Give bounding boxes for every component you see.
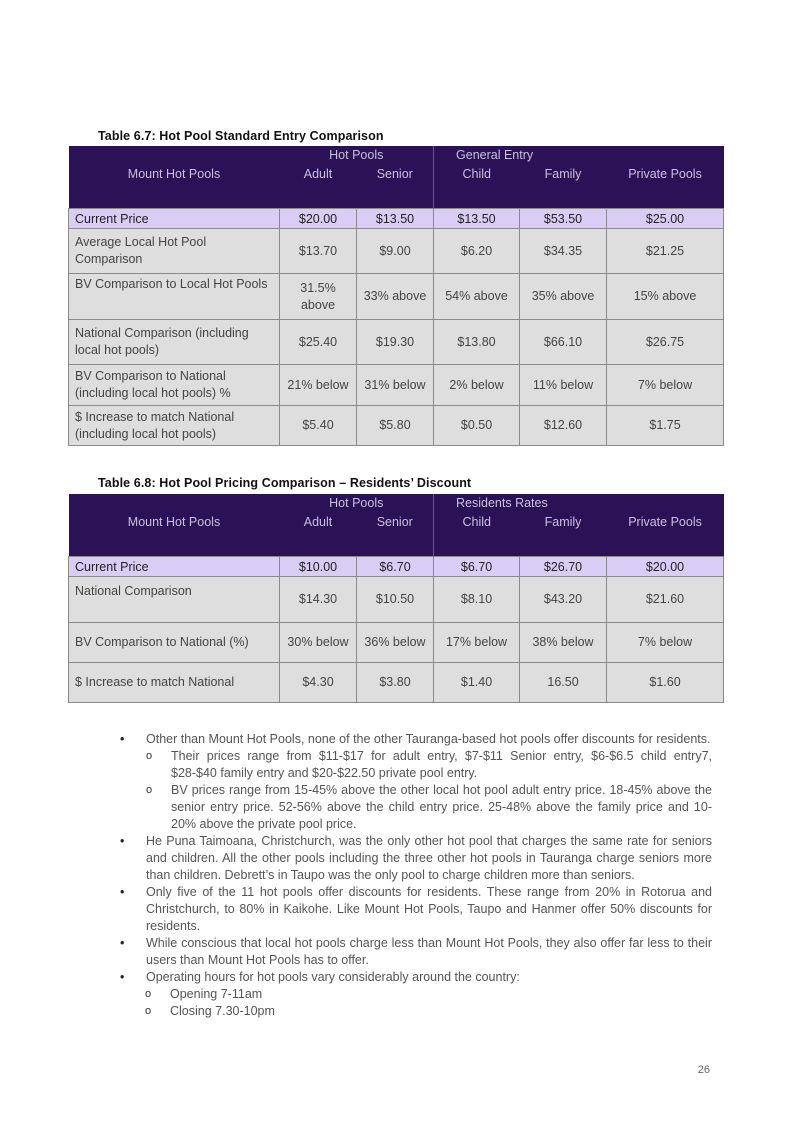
row-label: $ Increase to match National [69,663,280,703]
table-cell: $34.35 [520,229,607,274]
row-label: $ Increase to match National (including local hot pools) [69,406,280,446]
group-header-hot-pools: Hot Pools [280,146,434,164]
table-cell: $21.60 [607,577,724,623]
table-cell: $13.50 [357,209,434,229]
bullet-item: • While conscious that local hot pools charge less than Mount Hot Pools, they also offer far less to their users than Mount Hot Pools has to offer. [120,935,712,969]
column-header: Senior [357,164,434,209]
table-cell: $5.80 [357,406,434,446]
table-cell: 38% below [520,623,607,663]
table-cell: 17% below [434,623,520,663]
column-header: Family [520,512,607,557]
table-cell: $53.50 [520,209,607,229]
table-row [69,663,724,703]
table-cell: $9.00 [357,229,434,274]
table-cell: 31.5% above [280,274,357,320]
table-cell: $1.60 [607,663,724,703]
group-header-general-entry: General Entry [434,146,724,164]
table-cell: $26.70 [520,557,607,577]
table-row [69,209,724,229]
table-row [69,274,724,320]
table-cell: $0.50 [434,406,520,446]
row-label: BV Comparison to National (including local hot pools) % [69,365,280,406]
table-cell: $13.70 [280,229,357,274]
findings-list [120,731,712,1020]
table-cell: $6.70 [357,557,434,577]
table-cell: $1.40 [434,663,520,703]
page-number: 26 [697,1064,710,1076]
table-row [69,365,724,406]
bullet-text: Operating hours for hot pools vary considerably around the country: [146,970,520,984]
table-row [69,320,724,365]
table-cell: 15% above [607,274,724,320]
column-header: Child [434,512,520,557]
table-row [69,623,724,663]
table-cell: $4.30 [280,663,357,703]
bullet-item [120,731,712,833]
group-header-hot-pools: Hot Pools [280,494,434,512]
table-cell: $10.50 [357,577,434,623]
column-header: Family [520,164,607,209]
row-label: National Comparison [69,577,280,623]
table-cell: 16.50 [520,663,607,703]
bullet-item [120,969,712,986]
table-cell: $5.40 [280,406,357,446]
table-cell: $3.80 [357,663,434,703]
row-label: Average Local Hot Pool Comparison [69,229,280,274]
table-caption: Table 6.7: Hot Pool Standard Entry Comparison [98,129,384,143]
group-header-residents-rates: Residents Rates [434,494,724,512]
table-cell: $21.25 [607,229,724,274]
row-label: BV Comparison to National (%) [69,623,280,663]
table-cell: $13.50 [434,209,520,229]
table-cell: $25.00 [607,209,724,229]
table-cell: $14.30 [280,577,357,623]
sub-bullet-item: o Closing 7.30-10pm [120,1003,712,1020]
sub-bullet-item: o Their prices range from $11-$17 for adult entry, $7-$11 Senior entry, $6-$6.5 child entry7, $28-$40 family entry and $20-$22.50 private pool entry. [146,748,712,782]
row-label: Current Price [69,209,280,229]
bullet-item: • He Puna Taimoana, Christchurch, was the only other hot pool that charges the same rate for seniors and children. All the other pools including the three other hot pools in Tauranga charge seniors more than children. Debrett’s in Taupo was the only pool to charge children more than seniors. [120,833,712,884]
row-label: BV Comparison to Local Hot Pools [69,274,280,320]
table-cell: 31% below [357,365,434,406]
header-spacer [69,494,280,512]
table-cell: 21% below [280,365,357,406]
sub-bullet-item: o Opening 7-11am [120,986,712,1003]
table-cell: $8.10 [434,577,520,623]
bullet-item: • Only five of the 11 hot pools offer discounts for residents. These range from 20% in Rotorua and Christchurch, to 80% in Kaikohe. Like Mount Hot Pools, Taupo and Hanmer offer 50% discounts for residents. [120,884,712,935]
table-row [69,406,724,446]
table-cell: $6.20 [434,229,520,274]
table-cell: $20.00 [607,557,724,577]
table-cell: 54% above [434,274,520,320]
table-cell: 7% below [607,623,724,663]
table-cell: $19.30 [357,320,434,365]
header-spacer [69,146,280,164]
column-header: Mount Hot Pools [69,512,280,557]
sub-bullet-item: o BV prices range from 15-45% above the other local hot pool adult entry price. 18-45% above the senior entry price. 52-56% above the child entry price. 25-48% above the family price and 10-20% above the private pool price. [146,782,712,833]
column-header: Adult [280,164,357,209]
table-cell: 7% below [607,365,724,406]
table-cell: 33% above [357,274,434,320]
table-cell: $1.75 [607,406,724,446]
table-cell: 2% below [434,365,520,406]
table-cell: $26.75 [607,320,724,365]
table-row [69,557,724,577]
column-header: Private Pools [607,164,724,209]
row-label: Current Price [69,557,280,577]
table-row [69,229,724,274]
residents-discount-table [68,494,724,703]
column-header: Child [434,164,520,209]
column-header: Private Pools [607,512,724,557]
table-caption: Table 6.8: Hot Pool Pricing Comparison – Residents’ Discount [98,476,472,490]
bullet-text: Other than Mount Hot Pools, none of the other Tauranga-based hot pools offer discounts for residents. [146,732,711,746]
table-cell: 35% above [520,274,607,320]
table-row [69,577,724,623]
column-header: Mount Hot Pools [69,164,280,209]
table-cell: 11% below [520,365,607,406]
table-cell: $13.80 [434,320,520,365]
row-label: National Comparison (including local hot pools) [69,320,280,365]
table-cell: $6.70 [434,557,520,577]
table-cell: $25.40 [280,320,357,365]
table-cell: $12.60 [520,406,607,446]
standard-entry-table [68,146,724,446]
table-cell: 36% below [357,623,434,663]
column-header: Adult [280,512,357,557]
table-cell: $43.20 [520,577,607,623]
table-cell: 30% below [280,623,357,663]
table-cell: $10.00 [280,557,357,577]
column-header: Senior [357,512,434,557]
table-cell: $66.10 [520,320,607,365]
table-cell: $20.00 [280,209,357,229]
